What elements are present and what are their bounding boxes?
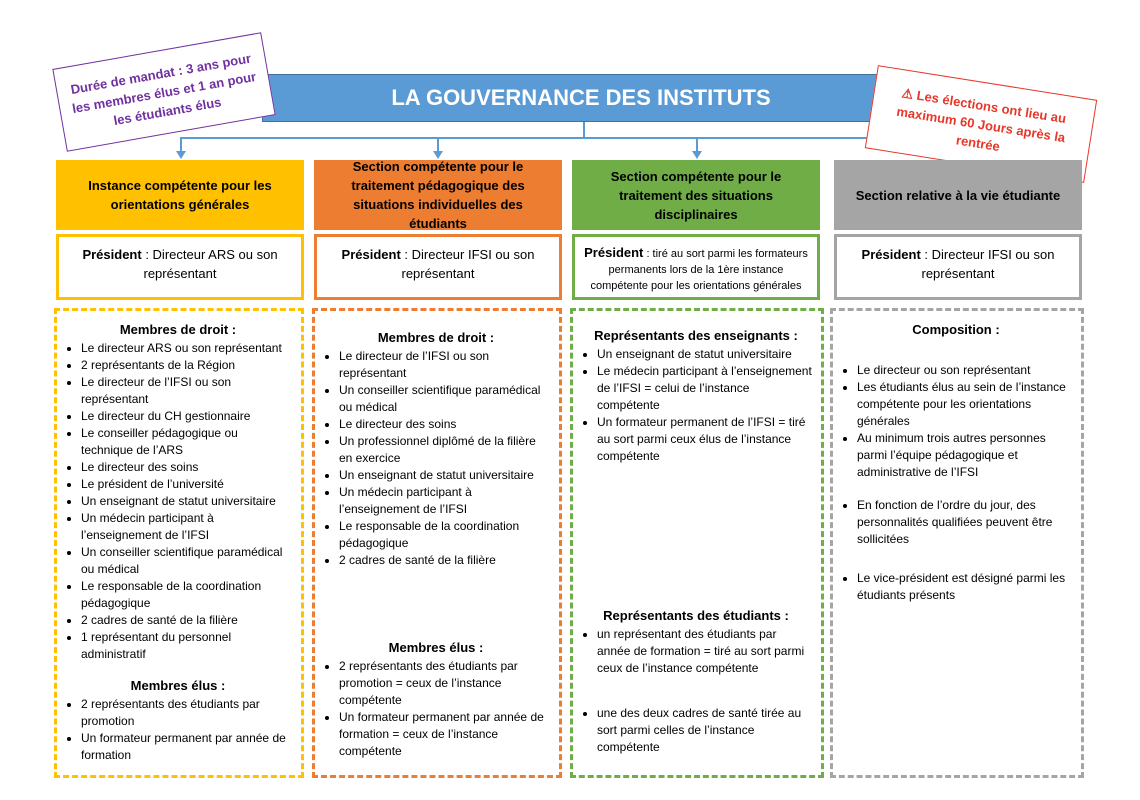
members-box-vie-etudiante (830, 308, 1084, 778)
president-box-instance (56, 234, 304, 300)
section-title: Membres élus : (388, 640, 484, 655)
list-item: • 2 représentants de la Région (81, 357, 293, 374)
list-item: • 1 représentant du personnel administratif (81, 629, 293, 663)
list-item: • Le directeur de l’IFSI ou son représentant (81, 374, 293, 408)
warning-icon: ⚠ (900, 84, 915, 102)
list-item: • Un médecin participant à l’enseignement de l’IFSI (339, 484, 551, 518)
president-text: : Directeur IFSI ou son représentant (920, 247, 1055, 281)
members-list (579, 626, 813, 756)
president-text: : Directeur ARS ou son représentant (141, 247, 278, 281)
list-item: • Les étudiants élus au sein de l’instance compétente pour les orientations générales (857, 379, 1073, 430)
list-item: • Un enseignant de statut universitaire (339, 467, 551, 484)
connector-vertical (583, 120, 585, 138)
list-item: • Un médecin participant à l’enseignement de l’IFSI (81, 510, 293, 544)
section-title: Représentants des étudiants : (603, 608, 789, 623)
members-list (63, 340, 293, 663)
list-item: • Le président de l’université (81, 476, 293, 493)
section-title: Membres de droit : (377, 330, 495, 345)
section-title: Membres élus : (130, 678, 226, 693)
president-label: Président (82, 247, 142, 262)
list-item: • Un professionnel diplômé de la filière en exercice (339, 433, 551, 467)
members-list (63, 696, 293, 764)
diagram-title: LA GOUVERNANCE DES INSTITUTS (262, 74, 900, 122)
list-item: • Le directeur de l’IFSI ou son représentant (339, 348, 551, 382)
list-item: • un représentant des étudiants par année de formation = tiré au sort parmi ceux de l’instance compétente (597, 626, 813, 677)
members-box-disciplinaire (570, 308, 824, 778)
president-label: Président (861, 247, 921, 262)
list-item: • Le directeur des soins (339, 416, 551, 433)
arrow-head-1 (176, 151, 186, 159)
elections-text: Les élections ont lieu au maximum 60 Jours après la rentrée (895, 87, 1068, 154)
list-item: • Un formateur permanent de l’IFSI = tiré au sort parmi ceux élus de l’instance compétente (597, 414, 813, 465)
members-list (321, 348, 551, 569)
president-text: : Directeur IFSI ou son représentant (400, 247, 535, 281)
connector-drop-2 (437, 137, 439, 151)
list-item: • Le conseiller pédagogique ou technique de l’ARS (81, 425, 293, 459)
president-box-vie-etudiante (834, 234, 1082, 300)
header-label: Section relative à la vie étudiante (855, 187, 1061, 203)
mandate-duration-text: Durée de mandat : 3 ans pour les membres élus et 1 an pour les étudiants élus (69, 50, 258, 128)
header-label: Instance compétente pour les orientations générales (88, 178, 272, 212)
connector-drop-1 (180, 137, 182, 151)
list-item: • Un enseignant de statut universitaire (81, 493, 293, 510)
header-section-disciplinaire (572, 160, 820, 230)
list-item: • Le directeur des soins (81, 459, 293, 476)
members-list (839, 362, 1073, 604)
mandate-duration-note (52, 32, 275, 152)
president-text: : tiré au sort parmi les formateurs permanents lors de la 1ère instance compétente pour les orientations générales (590, 248, 808, 292)
section-title: Représentants des enseignants : (594, 328, 798, 343)
header-label: Section compétente pour le traitement des situations disciplinaires (610, 168, 782, 222)
header-section-vie-etudiante (834, 160, 1082, 230)
list-item: • Au minimum trois autres personnes parmi l’équipe pédagogique et administrative de l’IFSI (857, 430, 1073, 481)
list-item: • 2 cadres de santé de la filière (81, 612, 293, 629)
list-item: • En fonction de l’ordre du jour, des personnalités qualifiées peuvent être sollicitées (857, 497, 1073, 548)
president-box-pedagogique (314, 234, 562, 300)
arrow-head-3 (692, 151, 702, 159)
list-item: • 2 cadres de santé de la filière (339, 552, 551, 569)
list-item: • une des deux cadres de santé tirée au sort parmi celles de l’instance compétente (597, 705, 813, 756)
section-title: Composition : (912, 322, 1000, 337)
header-label: Section compétente pour le traitement pédagogique des situations individuelles des étudiants (351, 159, 525, 231)
list-item: • Le vice-président est désigné parmi les étudiants présents (857, 570, 1073, 604)
members-list (579, 346, 813, 465)
list-item: • Un formateur permanent par année de formation = ceux de l’instance compétente (339, 709, 551, 760)
list-item: • Le responsable de la coordination pédagogique (81, 578, 293, 612)
list-item: • Le directeur ARS ou son représentant (81, 340, 293, 357)
members-box-pedagogique (312, 308, 562, 778)
president-label: Président (341, 247, 401, 262)
connector-horizontal (180, 137, 960, 139)
list-item: • Le médecin participant à l’enseignement de l’IFSI = celui de l’instance compétente (597, 363, 813, 414)
list-item: • 2 représentants des étudiants par promotion = ceux de l’instance compétente (339, 658, 551, 709)
list-item: • Un enseignant de statut universitaire (597, 346, 813, 363)
list-item: • Un conseiller scientifique paramédical ou médical (339, 382, 551, 416)
header-instance-orientations (56, 160, 304, 230)
list-item: • Le responsable de la coordination pédagogique (339, 518, 551, 552)
connector-drop-3 (696, 137, 698, 151)
president-box-disciplinaire (572, 234, 820, 300)
list-item: • Un formateur permanent par année de formation (81, 730, 293, 764)
section-title: Membres de droit : (119, 322, 237, 337)
list-item: • Le directeur du CH gestionnaire (81, 408, 293, 425)
list-item: • 2 représentants des étudiants par promotion (81, 696, 293, 730)
members-box-instance (54, 308, 304, 778)
header-section-pedagogique (314, 160, 562, 230)
list-item: • Le directeur ou son représentant (857, 362, 1073, 379)
list-item: • Un conseiller scientifique paramédical ou médical (81, 544, 293, 578)
members-list (321, 658, 551, 760)
president-label: Président (584, 245, 644, 260)
